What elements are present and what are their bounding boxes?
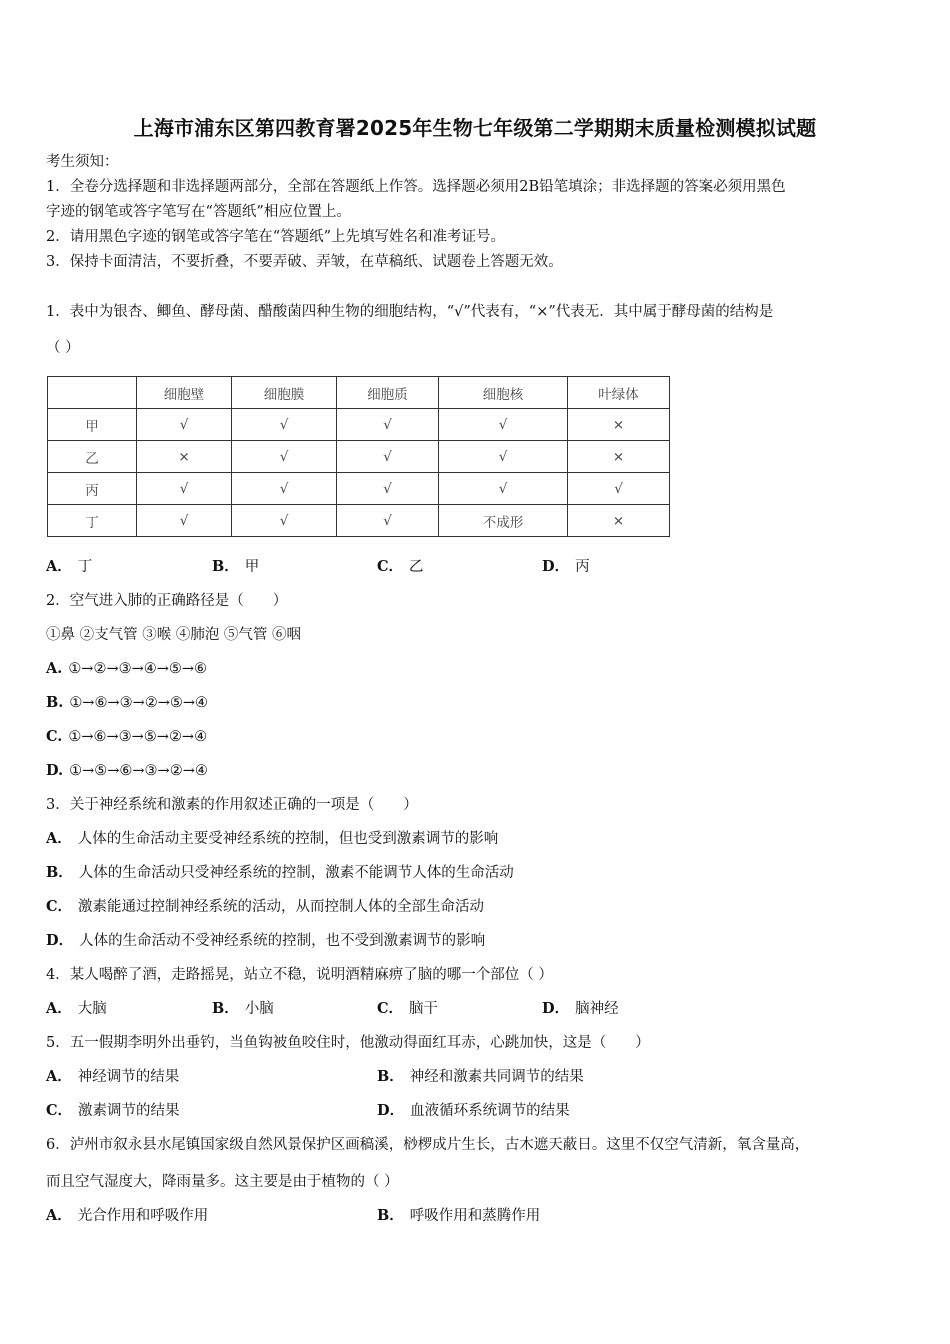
table-header-cell: 叶绿体 — [568, 377, 670, 409]
option-b[interactable]: B． 小脑 — [212, 1000, 274, 1017]
table-cell: √ — [439, 473, 568, 505]
option-d[interactable]: D． 脑神经 — [542, 1000, 619, 1017]
option-b[interactable]: B． 神经和激素共同调节的结果 — [377, 1068, 584, 1085]
table-cell: × — [568, 441, 670, 473]
table-cell: × — [568, 409, 670, 441]
question-2-stem: 2．空气进入肺的正确路径是（ ） — [46, 593, 288, 609]
option-c[interactable]: C. ①→⑥→③→⑤→②→④ — [46, 728, 208, 745]
notice-item: 字迹的钢笔或答字笔写在“答题纸”相应位置上。 — [46, 204, 351, 220]
question-1-stem-cont: （ ） — [46, 340, 80, 356]
notice-item: 2．请用黑色字迹的钢笔或答字笔在“答题纸”上先填写姓名和准考证号。 — [46, 229, 506, 245]
notice-heading: 考生须知： — [46, 154, 119, 170]
question-2-sub: ①鼻 ②支气管 ③喉 ④肺泡 ⑤气管 ⑥咽 — [46, 627, 302, 643]
table-header-cell: 细胞质 — [337, 377, 439, 409]
table-cell: 丙 — [48, 473, 137, 505]
table-header-cell: 细胞壁 — [137, 377, 232, 409]
table-row — [48, 505, 670, 537]
table-cell: √ — [137, 409, 232, 441]
table-cell: √ — [568, 473, 670, 505]
table-header-cell: 细胞核 — [439, 377, 568, 409]
question-5-stem: 5．五一假期李明外出垂钓，当鱼钩被鱼咬住时，他激动得面红耳赤，心跳加快，这是（ ） — [46, 1035, 650, 1051]
table-row — [48, 409, 670, 441]
option-c[interactable]: C． 激素调节的结果 — [46, 1102, 180, 1119]
question-3-stem: 3．关于神经系统和激素的作用叙述正确的一项是（ ） — [46, 797, 418, 813]
option-a[interactable]: A． 光合作用和呼吸作用 — [46, 1207, 209, 1224]
option-b[interactable]: B． 甲 — [212, 558, 260, 575]
option-b[interactable]: B. ①→⑥→③→②→⑤→④ — [46, 694, 209, 711]
option-c[interactable]: C． 激素能通过控制神经系统的活动，从而控制人体的全部生命活动 — [46, 898, 485, 915]
table-cell: × — [137, 441, 232, 473]
question-6-stem-cont: 而且空气湿度大，降雨量多。这主要是由于植物的（ ） — [46, 1174, 399, 1190]
table-cell: 乙 — [48, 441, 137, 473]
option-d[interactable]: D． 人体的生命活动不受神经系统的控制，也不受到激素调节的影响 — [46, 932, 486, 949]
table-row — [48, 441, 670, 473]
table-cell: × — [568, 505, 670, 537]
option-d[interactable]: D. ①→⑤→⑥→③→②→④ — [46, 762, 208, 779]
option-d[interactable]: D． 血液循环系统调节的结果 — [377, 1102, 570, 1119]
notice-item: 3．保持卡面清洁，不要折叠，不要弄破、弄皱，在草稿纸、试题卷上答题无效。 — [46, 254, 563, 270]
option-a[interactable]: A． 丁 — [46, 558, 93, 575]
table-cell: √ — [232, 505, 337, 537]
table-cell: √ — [337, 473, 439, 505]
table-row — [48, 473, 670, 505]
table-cell: √ — [232, 409, 337, 441]
table-cell: √ — [232, 441, 337, 473]
table-cell: √ — [439, 409, 568, 441]
option-a[interactable]: A． 人体的生命活动主要受神经系统的控制，但也受到激素调节的影响 — [46, 830, 499, 847]
notice-item: 1．全卷分选择题和非选择题两部分，全部在答题纸上作答。选择题必须用2B铅笔填涂；非选择题的答案必须用黑色 — [46, 179, 786, 195]
table-cell: 甲 — [48, 409, 137, 441]
table-header-cell: 细胞膜 — [232, 377, 337, 409]
question-6-stem: 6．泸州市叙永县水尾镇国家级自然风景保护区画稿溪，桫椤成片生长，古木遮天蔽日。这里不仅空气清新，氧含量高， — [46, 1137, 810, 1153]
page-title: 上海市浦东区第四教育署2025年生物七年级第二学期期末质量检测模拟试题 — [133, 116, 817, 140]
option-b[interactable]: B． 呼吸作用和蒸腾作用 — [377, 1207, 541, 1224]
table-cell: √ — [137, 473, 232, 505]
option-b[interactable]: B． 人体的生命活动只受神经系统的控制，激素不能调节人体的生命活动 — [46, 864, 514, 881]
option-d[interactable]: D． 丙 — [542, 558, 590, 575]
question-1-stem: 1．表中为银杏、鲫鱼、酵母菌、醋酸菌四种生物的细胞结构，“√”代表有，“×”代表无．其中属于酵母菌的结构是 — [46, 304, 774, 320]
table-cell: √ — [337, 409, 439, 441]
table-cell: √ — [232, 473, 337, 505]
table-header-cell — [48, 377, 137, 409]
table-cell: 不成形 — [439, 505, 568, 537]
option-a[interactable]: A． 大脑 — [46, 1000, 107, 1017]
option-c[interactable]: C． 脑干 — [377, 1000, 439, 1017]
table-cell: 丁 — [48, 505, 137, 537]
table-header-row — [48, 377, 670, 409]
cell-structure-table — [47, 376, 670, 537]
table-cell: √ — [137, 505, 232, 537]
option-a[interactable]: A． 神经调节的结果 — [46, 1068, 180, 1085]
question-4-stem: 4．某人喝醉了酒，走路摇晃，站立不稳，说明酒精麻痹了脑的哪一个部位（ ） — [46, 967, 553, 983]
table-cell: √ — [439, 441, 568, 473]
table-cell: √ — [337, 441, 439, 473]
option-a[interactable]: A. ①→②→③→④→⑤→⑥ — [46, 660, 208, 677]
table-cell: √ — [337, 505, 439, 537]
option-c[interactable]: C． 乙 — [377, 558, 424, 575]
